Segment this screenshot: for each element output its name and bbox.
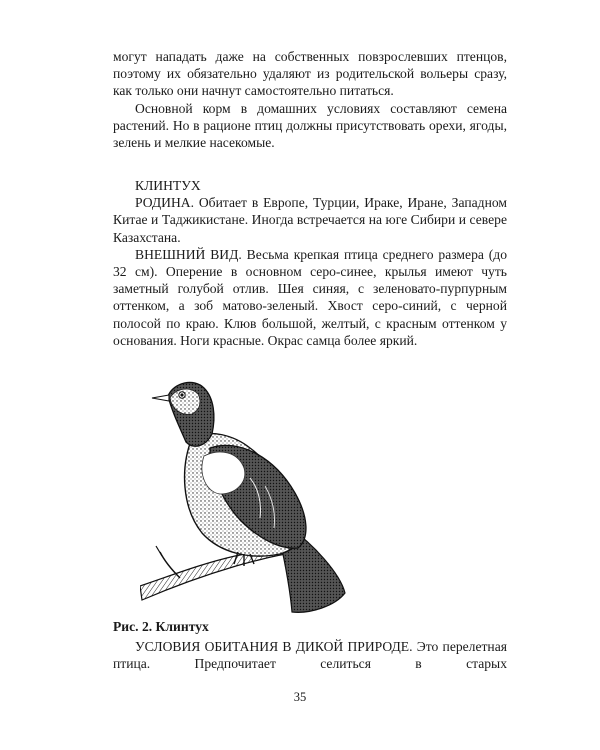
paragraph-homeland: РОДИНА. Обитает в Европе, Турции, Ираке, Иране, Западном Китае и Таджикистане. Иногда встречается на юге Сибири и севере Казахстана. xyxy=(113,195,507,245)
bird-illustration xyxy=(140,368,370,618)
page-number: 35 xyxy=(293,690,307,704)
figure-caption: Рис. 2. Клинтух xyxy=(113,619,209,634)
paragraph-habitat: УСЛОВИЯ ОБИТАНИЯ В ДИКОЙ ПРИРОДЕ. Это перелетная птица. Предпочитает селиться в старых xyxy=(113,639,507,672)
paragraph-appearance: ВНЕШНИЙ ВИД. Весьма крепкая птица среднего размера (до 32 см). Оперение в основном серо-синее, крылья имеют чуть заметный голубой отлив. Шея синяя, с зеленовато-пурпурным оттенком, а зоб матово-зеленый. Хвост серо-синий, с черной полосой по краю. Клюв большой, желтый, с красным оттенком у основания. Ноги красные. Окрас самца более яркий. xyxy=(113,246,507,348)
species-section xyxy=(113,177,507,349)
section-title: КЛИНТУХ xyxy=(135,178,201,193)
habitat-section xyxy=(113,638,507,672)
intro-text xyxy=(113,48,507,151)
paragraph-food: Основной корм в домашних условиях составляют семена растений. Но в рационе птиц должны присутствовать орехи, ягоды, зелень и мелкие насекомые. xyxy=(113,100,507,151)
paragraph-continued: могут нападать даже на собственных повзрослевших птенцов, поэтому их обязательно удаляют из родительской вольеры сразу, как только они начнут самостоятельно питаться. xyxy=(113,49,507,99)
